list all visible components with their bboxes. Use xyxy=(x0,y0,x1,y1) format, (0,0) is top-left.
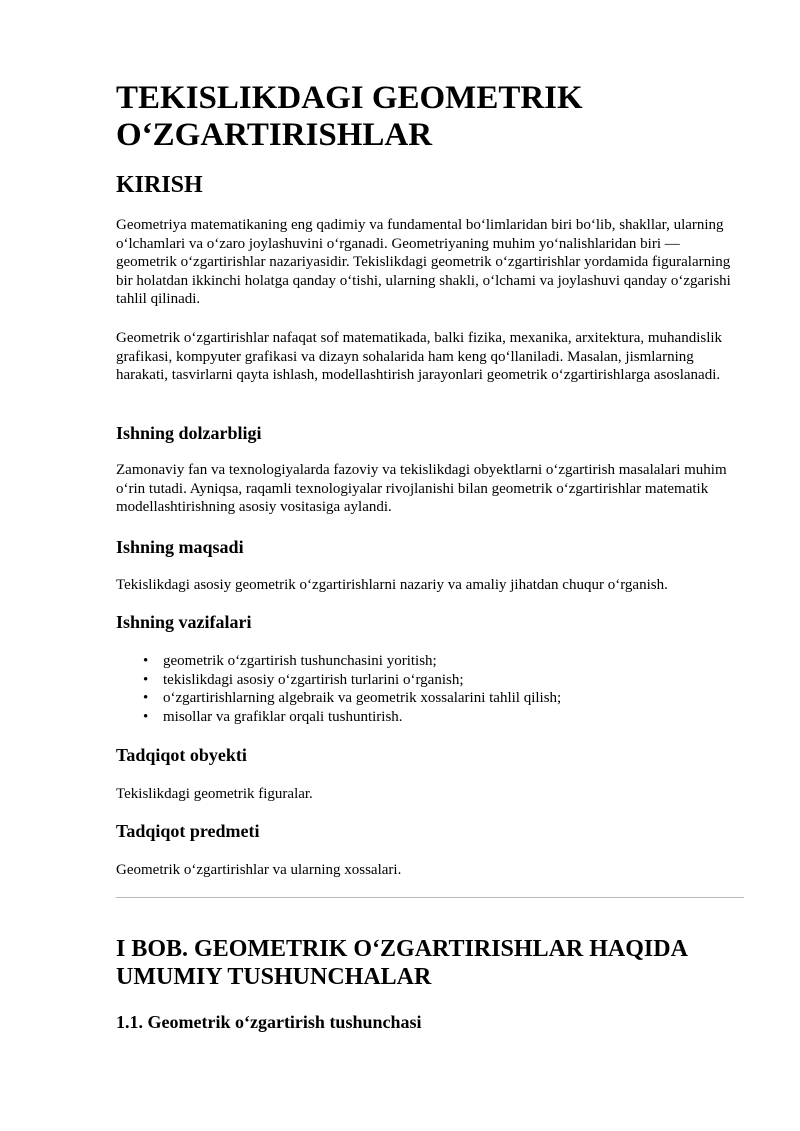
subject-heading: Tadqiqot predmeti xyxy=(116,821,260,841)
list-item-text: geometrik o‘zgartirish tushunchasini yoritish; xyxy=(163,653,437,669)
goal-heading: Ishning maqsadi xyxy=(116,537,244,557)
object-text: Tekislikdagi geometrik figuralar. xyxy=(116,786,313,802)
goal-text: Tekislikdagi asosiy geometrik o‘zgartirishlarni nazariy va amaliy jihatdan chuqur o‘rganish. xyxy=(116,577,668,593)
intro-paragraph-2: Geometrik o‘zgartirishlar nafaqat sof matematikada, balki fizika, mexanika, arxitektura, muhandislik grafikasi, kompyuter grafikasi va dizayn sohalarida ham keng qo‘llaniladi. Masalan, jismlarning harakati, tasvirlarni qayta ishlash, modellashtirish jarayonlari geometrik o‘zgartirishlarga asoslanadi. xyxy=(116,330,723,383)
chapter-heading: I BOB. GEOMETRIK O‘ZGARTIRISHLAR HAQIDA UMUMIY TUSHUNCHALAR xyxy=(116,936,687,990)
list-item xyxy=(116,708,744,727)
list-item-text: misollar va grafiklar orqali tushuntirish. xyxy=(163,708,403,725)
bullet-icon: • xyxy=(143,671,149,688)
bullet-icon: • xyxy=(143,690,149,706)
list-item-text: o‘zgartirishlarning algebraik va geometrik xossalarini tahlil qilish; xyxy=(163,690,562,706)
bullet-icon: • xyxy=(143,708,149,725)
subject-text: Geometrik o‘zgartirishlar va ularning xossalari. xyxy=(116,862,402,878)
document-title: TEKISLIKDAGI GEOMETRIK O‘ZGARTIRISHLAR xyxy=(116,80,583,153)
section-heading: 1.1. Geometrik o‘zgartirish tushunchasi xyxy=(116,1012,422,1032)
list-item xyxy=(116,689,744,708)
section-divider xyxy=(116,897,744,898)
intro-heading: KIRISH xyxy=(116,172,203,198)
tasks-heading: Ishning vazifalari xyxy=(116,612,252,632)
object-heading: Tadqiqot obyekti xyxy=(116,745,247,765)
tasks-list xyxy=(116,652,744,726)
list-item xyxy=(116,671,744,690)
relevance-heading: Ishning dolzarbligi xyxy=(116,423,262,443)
intro-paragraph-1: Geometriya matematikaning eng qadimiy va fundamental bo‘limlaridan biri bo‘lib, shakllar, ularning o‘lchamlari va o‘zaro joylashuvini o‘rganadi. Geometriyaning muhim yo‘nalishlaridan biri — geometrik o‘zgartirishlar nazariyasidir. Tekislikdagi geometrik o‘zgartirishlar yordamida figuralarning bir holatdan ikkinchi holatga qanday o‘tishi, ularning shakli, o‘lchami va joylashuvi qanday o‘zgarishi tahlil qilinadi. xyxy=(116,217,731,307)
bullet-icon: • xyxy=(143,653,149,669)
relevance-text: Zamonaviy fan va texnologiyalarda fazoviy va tekislikdagi obyektlarni o‘zgartirish masalalari muhim o‘rin tutadi. Ayniqsa, raqamli texnologiyalar rivojlanishi bilan geometrik o‘zgartirishlar matematik modellashtirishning asosiy vositasiga aylandi. xyxy=(116,462,727,515)
list-item xyxy=(116,652,744,671)
list-item-text: tekislikdagi asosiy o‘zgartirish turlarini o‘rganish; xyxy=(163,671,464,688)
